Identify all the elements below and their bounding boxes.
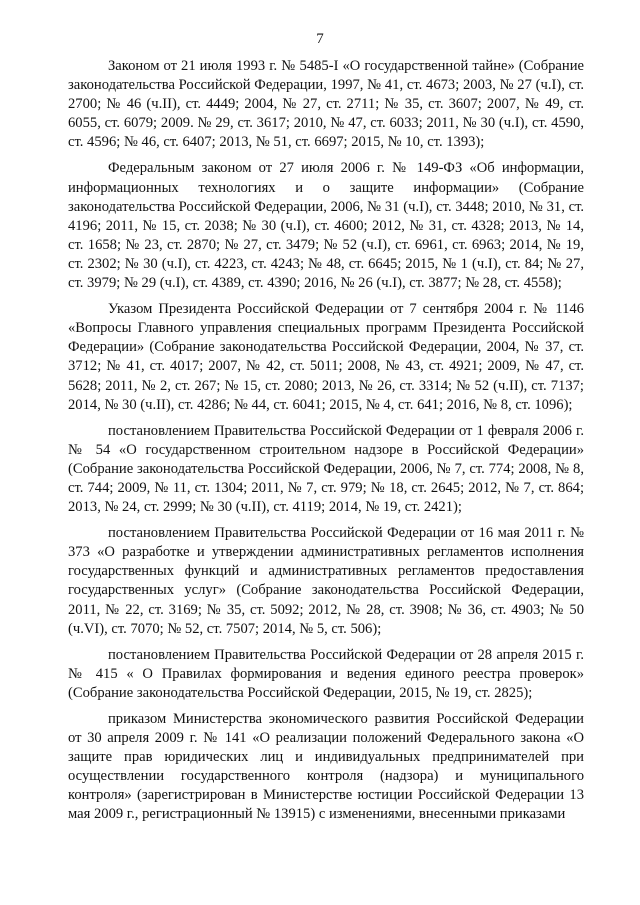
- page-number: 7: [316, 31, 324, 47]
- paragraph-resolution-administrative-regulations: постановлением Правительства Российской Федерации от 16 мая 2011 г. № 373 «О разработке и утверждении административных регламентов исполнения государственных функций и административных регламентов предоставления государственных услуг» (Собрание законодательства Российской Федерации, 2011, № 22, ст. 3169; № 35, ст. 5092; 2012, № 28, ст. 3908; № 36, ст. 4903; № 50 (ч.VI), ст. 7070; № 52, ст. 7507; 2014, № 5, ст. 506);: [68, 525, 584, 637]
- paragraph-resolution-construction-supervision: постановлением Правительства Российской Федерации от 1 февраля 2006 г. № 54 «О государственном строительном надзоре в Российской Федерации» (Собрание законодательства Российской Федерации, 2006, № 7, ст. 774; 2008, № 8, ст. 744; 2009, № 11, ст. 1304; 2011, № 7, ст. 979; № 18, ст. 2645; 2012, № 7, ст. 864; 2013, № 24, ст. 2999; № 30 (ч.II), ст. 4119; 2014, № 19, ст. 2421);: [68, 422, 584, 516]
- paragraph-presidential-decree: Указом Президента Российской Федерации от 7 сентября 2004 г. № 1146 «Вопросы Главного управления специальных программ Президента Российской Федерации» (Собрание законодательства Российской Федерации, 2004, № 37, ст. 3712; № 41, ст. 4017; 2007, № 42, ст. 5011; 2008, № 43, ст. 4921; 2009, № 47, ст. 5628; 2011, № 2, ст. 267; № 15, ст. 2080; 2013, № 26, ст. 3314; № 52 (ч.II), ст. 7137; 2014, № 30 (ч.II), ст. 4286; № 44, ст. 6041; 2015, № 4, ст. 641; 2016, № 8, ст. 1096);: [68, 301, 584, 413]
- paragraph-resolution-inspections-register: постановлением Правительства Российской Федерации от 28 апреля 2015 г. № 415 « О Правилах формирования и ведения единого реестра проверок» (Собрание законодательства Российской Федерации, 2015, № 19, ст. 2825);: [68, 646, 584, 701]
- paragraph-ministry-order: приказом Министерства экономического развития Российской Федерации от 30 апреля 2009 г. № 141 «О реализации положений Федерального закона «О защите прав юридических лиц и индивидуальных предпринимателей при осуществлении государственного контроля (надзора) и муниципального контроля» (зарегистрирован в Министерстве юстиции Российской Федерации 13 мая 2009 г., регистрационный № 13915) с изменениями, внесенными приказами: [68, 711, 584, 823]
- document-body: [68, 57, 584, 832]
- paragraph-law-information: Федеральным законом от 27 июля 2006 г. № 149-ФЗ «Об информации, информационных технологиях и о защите информации» (Собрание законодательства Российской Федерации, 2006, № 31 (ч.I), ст. 3448; 2010, № 31, ст. 4196; 2011, № 15, ст. 2038; № 30 (ч.I), ст. 4600; 2012, № 31, ст. 4328; 2013, № 14, ст. 1658; № 23, ст. 2870; № 27, ст. 3479; № 52 (ч.I), ст. 6961, ст. 6963; 2014, № 19, ст. 2302; № 30 (ч.I), ст. 4223, ст. 4243; № 48, ст. 6645; 2015, № 1 (ч.I), ст. 84; № 27, ст. 3979; № 29 (ч.I), ст. 4389, ст. 4390; 2016, № 26 (ч.I), ст. 3877; № 28, ст. 4558);: [68, 160, 584, 292]
- paragraph-law-state-secret: Законом от 21 июля 1993 г. № 5485-I «О государственной тайне» (Собрание законодательства Российской Федерации, 1997, № 41, ст. 4673; 2003, № 27 (ч.I), ст. 2700; № 46 (ч.II), ст. 4449; 2004, № 27, ст. 2711; № 35, ст. 3607; 2007, № 49, ст. 6055, ст. 6079; 2009. № 29, ст. 3617; 2010, № 47, ст. 6033; 2011, № 30 (ч.I), ст. 4590, ст. 4596; № 46, ст. 6407; 2013, № 51, ст. 6697; 2015, № 10, ст. 1393);: [68, 58, 584, 151]
